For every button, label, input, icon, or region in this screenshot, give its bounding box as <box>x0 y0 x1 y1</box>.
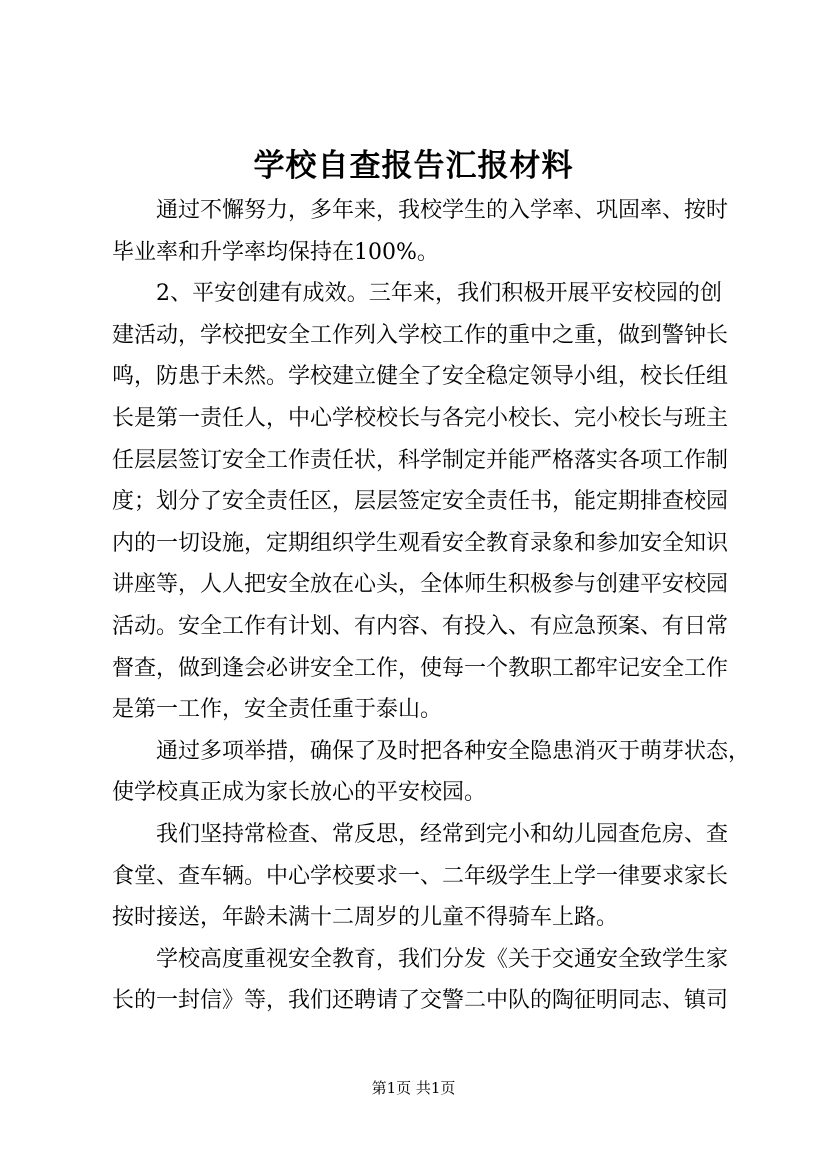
body-line: 按时接送，年龄未满十二周岁的儿童不得骑车上路。 <box>112 905 619 931</box>
body-line: 食堂、查车辆。中心学校要求一、二年级学生上学一律要求家长 <box>112 863 729 889</box>
body-line: 毕业率和升学率均保持在100%。 <box>112 239 439 265</box>
body-line: 我们坚持常检查、常反思，经常到完小和幼儿园查危房、查 <box>156 821 729 847</box>
body-line: 通过多项举措，确保了及时把各种安全隐患消灭于萌芽状态， <box>156 738 751 764</box>
body-line: 督查，做到逢会必讲安全工作，使每一个教职工都牢记安全工作 <box>112 655 729 681</box>
body-line: 学校高度重视安全教育，我们分发《关于交通安全致学生家 <box>156 946 729 972</box>
body-line: 2、平安创建有成效。三年来，我们积极开展平安校园的创 <box>156 281 722 307</box>
body-line: 建活动，学校把安全工作列入学校工作的重中之重，做到警钟长 <box>112 322 729 348</box>
body-line: 任层层签订安全工作责任状，科学制定并能严格落实各项工作制 <box>112 447 729 473</box>
body-line: 内的一切设施，定期组织学生观看安全教育录象和参加安全知识 <box>112 530 729 556</box>
body-line: 长是第一责任人，中心学校校长与各完小校长、完小校长与班主 <box>112 405 729 431</box>
body-line: 活动。安全工作有计划、有内容、有投入、有应急预案、有日常 <box>112 613 729 639</box>
document-title: 学校自查报告汇报材料 <box>253 148 574 184</box>
body-line: 度；划分了安全责任区，层层签定安全责任书，能定期排查校园 <box>112 489 729 515</box>
document-body <box>112 190 751 1022</box>
body-line: 长的一封信》等，我们还聘请了交警二中队的陶征明同志、镇司 <box>112 988 729 1014</box>
body-line: 是第一工作，安全责任重于泰山。 <box>112 697 443 723</box>
body-line: 讲座等，人人把安全放在心头，全体师生积极参与创建平安校园 <box>112 572 729 598</box>
body-line: 通过不懈努力，多年来，我校学生的入学率、巩固率、按时 <box>156 198 729 223</box>
body-line: 鸣，防患于未然。学校建立健全了安全稳定领导小组，校长任组 <box>112 364 729 390</box>
body-line: 使学校真正成为家长放心的平安校园。 <box>112 780 487 806</box>
page-footer: 第1页 共1页 <box>371 1079 456 1097</box>
